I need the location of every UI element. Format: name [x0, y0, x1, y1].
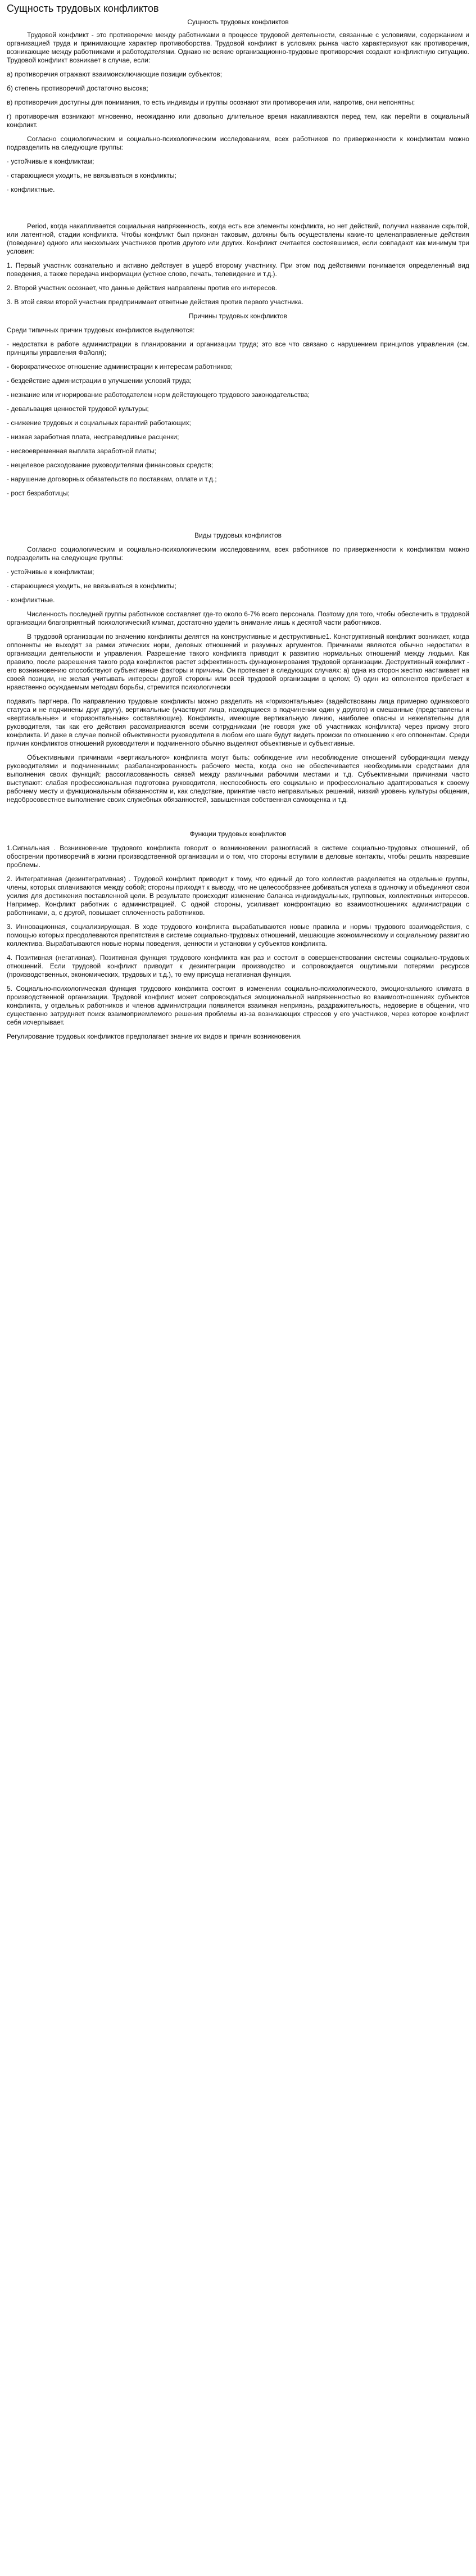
cause-item: - нарушение договорных обязательств по поставкам, оплате и т.д.;	[7, 475, 217, 483]
types-paragraph: Объективными причинами «вертикального» конфликта могут быть: соблюдение или несоблюдение отношений субординации между руководителями и подчиненными; разбалансированность рабочего места, когда оно не обеспечивается необходимыми средствами для выполнения своих функций; рассогласованность связей между различными рабочими местами и т.д. Субъективными причинами часто выступают: слабая профессиональная подготовка руководителя, неспособность его социально и профессионально адаптироваться к своему рабочему месту и функциональным обязанностям и, как следствие, принятие часто неправильных решений, низкий уровень культуры общения, недобросовестное выполнение своих служебных обязанностей, завышенная собственная самооценка и т.д.	[7, 754, 469, 804]
cause-item: - недостатки в работе администрации в планировании и организации труда; это все что связано с нарушением принципов управления (см. принципы управления Файоля);	[7, 340, 469, 357]
function-item: 2. Интегративная (дезинтегративная) . Трудовой конфликт приводит к тому, что единый до того коллектив разделяется на отдельные группы, члены, которых сплачиваются между собой; стороны приходят к выводу, что не целесообразнее добиваться успеха в одиночку и объединяют свои усилия для достижения поставленной цели. В результате происходит изменение баланса индивидуальных, групповых, коллективных интересов. Например. Конфликт работник с администрацией. С одной стороны, усиливает конфронтацию во взаимоотношениях администрации с работниками, а, с другой, повышает сплоченность работников.	[7, 875, 469, 917]
cause-item: - несвоевременная выплата заработной платы;	[7, 447, 156, 455]
condition-item: б) степень противоречий достаточно высока;	[7, 84, 148, 92]
cause-item: - незнание или игнорирование работодателем норм действующего трудового законодательства;	[7, 391, 310, 399]
cause-item: - бездействие администрации в улучшении условий труда;	[7, 377, 192, 385]
condition-item: г) противоречия возникают мгновенно, неожиданно или довольно длительное время накапливаются перед тем, как перейти в социальный конфликт.	[7, 112, 469, 129]
condition-item: в) противоречия доступны для понимания, то есть индивиды и группы осознают эти противоречия или, напротив, они непонятны;	[7, 98, 415, 106]
tension-condition: 1. Первый участник сознательно и активно действует в ущерб второму участнику. При этом под действиями понимается определенный вид поведения, а также передача информации (устное слово, печать, телевидение и т.д.).	[7, 261, 469, 278]
types-research-paragraph: Согласно социологическим и социально-психологическим исследованиям, всех работников по приверженности к конфликтам можно подразделить на следующие группы:	[7, 545, 469, 562]
document-page	[0, 0, 476, 1052]
function-item: 1.Сигнальная . Возникновение трудового конфликта говорит о возникновении разногласий в системе социально-трудовых отношений, об обострении противоречий в жизни производственной организации и о том, что стороны вступили в деловые контакты, чтобы решить назревшие проблемы.	[7, 844, 469, 869]
blank-space	[7, 200, 469, 222]
cause-item: - нецелевое расходование руководителями финансовых средств;	[7, 461, 214, 469]
condition-item: а) противоречия отражают взаимоисключающие позиции субъектов;	[7, 70, 223, 78]
research-paragraph: Согласно социологическим и социально-психологическим исследованиям, всех работников по приверженности к конфликтам можно подразделить на следующие группы:	[7, 135, 469, 151]
cause-item: - снижение трудовых и социальных гарантий работающих;	[7, 419, 191, 427]
group-item: · старающиеся уходить, не ввязываться в конфликты;	[7, 582, 176, 590]
tension-condition: 2. Второй участник осознает, что данные действия направлены против его интересов.	[7, 284, 277, 292]
section-heading-types: Виды трудовых конфликтов	[194, 531, 282, 539]
tension-condition: 3. В этой связи второй участник предпринимает ответные действия против первого участника.	[7, 298, 304, 306]
blank-space	[7, 503, 469, 526]
function-item: 5. Социально-психологическая функция трудового конфликта состоит в изменении социально-психологического, эмоционального климата в производственной организации. Трудовой конфликт может сопровождаться эмоциональной напряженностью во взаимоотношениях субъектов конфликта, у отдельных работников и членов администрации появляется взаимная неприязнь, раздражительность, недоверие в общении, что существенно затрудняет поиск взаимоприемлемого решения проблемы из-за возникающих стрессов у его участников, через которое конфликт себя исчерпывает.	[7, 985, 469, 1026]
types-paragraph: Численность последней группы работников составляет где-то около 6-7% всего персонала. Поэтому для того, чтобы обеспечить в трудовой организации благоприятный психологический климат, достаточно уделить внимание лишь к десятой части работников.	[7, 610, 469, 626]
group-item: · старающиеся уходить, не ввязываться в конфликты;	[7, 172, 176, 179]
section-heading-functions: Функции трудовых конфликтов	[189, 830, 287, 838]
causes-intro: Среди типичных причин трудовых конфликтов выделяются:	[7, 326, 195, 334]
section-heading-causes: Причины трудовых конфликтов	[189, 312, 287, 320]
document-title: Сущность трудовых конфликтов	[7, 3, 159, 14]
cause-item: - низкая заработная плата, несправедливые расценки;	[7, 433, 179, 441]
function-item: 4. Позитивная (негативная). Позитивная функция трудового конфликта как раз и состоит в совершенствовании системы социально-трудовых отношений. Если трудовой конфликт приводит к дезинтеграции производство и сопровождается ощутимыми потерями ресурсов (производственных, экономических, трудовых и т.д.), то ему присуща негативная функция.	[7, 954, 469, 978]
group-item: · конфликтные.	[7, 186, 55, 193]
section-heading-essence: Сущность трудовых конфликтов	[187, 18, 289, 26]
definition-paragraph: Трудовой конфликт - это противоречие между работниками в процессе трудовой деятельности, связанные с условиями, содержанием и организацией труда и принимающие характер противоборства. Трудовой конфликт в условиях рынка часто характеризуют как противоречия, возникающие между работниками и работодателями. Однако не всякие организационно-трудовые противоречия создают конфликтную ситуацию. Трудовой конфликт возникает в случае, если:	[7, 31, 469, 64]
function-item: 3. Инновационная, социализирующая. В ходе трудового конфликта вырабатываются новые правила и нормы трудового взаимодействия, с помощью которых преодолеваются препятствия в системе социально-трудовых отношений, мешающие экономическому и социальному развитию коллектива. Вырабатываются новые нормы поведения, ценности и установки у субъектов конфликта.	[7, 923, 469, 948]
closing-paragraph: Регулирование трудовых конфликтов предполагает знание их видов и причин возникновения.	[7, 1032, 302, 1040]
types-paragraph: В трудовой организации по значению конфликты делятся на конструктивные и деструктивные1. Конструктивный конфликт возникает, когда оппоненты не выходят за рамки этических норм, деловых отношений и разумных аргументов. Причинами являются обычно недостатки в организации деятельности и управления. Разрешение такого конфликта приводит к развитию нормальных отношений между людьми. Как правило, после разрешения такого рода конфликтов растет эффективность функционирования трудовой организации. Деструктивный конфликт - его возникновению способствуют субъективные факторы и причины. Он протекает в следующих случаях: а) одна из сторон жестко настаивает на своей позиции, не желая учитывать интересы другой стороны или всей трудовой организации в целом; б) один из оппонентов прибегает к нравственно осуждаемым методам борьбы, стремится психологически	[7, 633, 469, 691]
cause-item: - бюрократическое отношение администрации к интересам работников;	[7, 363, 233, 371]
group-item: · устойчивые к конфликтам;	[7, 157, 94, 165]
tension-paragraph: Period, когда накапливается социальная напряженность, когда есть все элементы конфликта, но нет действий, получил название скрытой, или латентной, стадии конфликта. Чтобы конфликт был признан таковым, должны быть осуществлены какие-то целенаправленные действия (поведение) одного или нескольких участников против другого или других. Конфликт считается состоявшимся, если совпадают как минимум три условия:	[7, 222, 469, 255]
cause-item: - девальвация ценностей трудовой культуры;	[7, 405, 149, 413]
group-item: · устойчивые к конфликтам;	[7, 568, 94, 576]
cause-item: - рост безработицы;	[7, 489, 70, 497]
group-item: · конфликтные.	[7, 596, 55, 604]
blank-space	[7, 810, 469, 824]
types-paragraph: подавить партнера. По направлению трудовые конфликты можно разделить на «горизонтальные» (задействованы лица примерно одинакового статуса и не подчинены друг другу), вертикальные (участвуют лица, находящиеся в подчинении один у другого) и смешанные (представлены и «вертикальные» и «горизонтальные» составляющие). Конфликты, имеющие вертикальную линию, наиболее опасны и нежелательны для руководителя, так как его действия рассматриваются всеми сотрудниками (не говоря уже об участниках конфликта) через призму этого конфликта. И даже в случае полной объективности руководителя в любом его шаге будут видеть происки по отношению к его оппонентам. Среди причин конфликтов отношений руководителя и подчиненного обычно выделяют объективные и субъективные.	[7, 697, 469, 747]
